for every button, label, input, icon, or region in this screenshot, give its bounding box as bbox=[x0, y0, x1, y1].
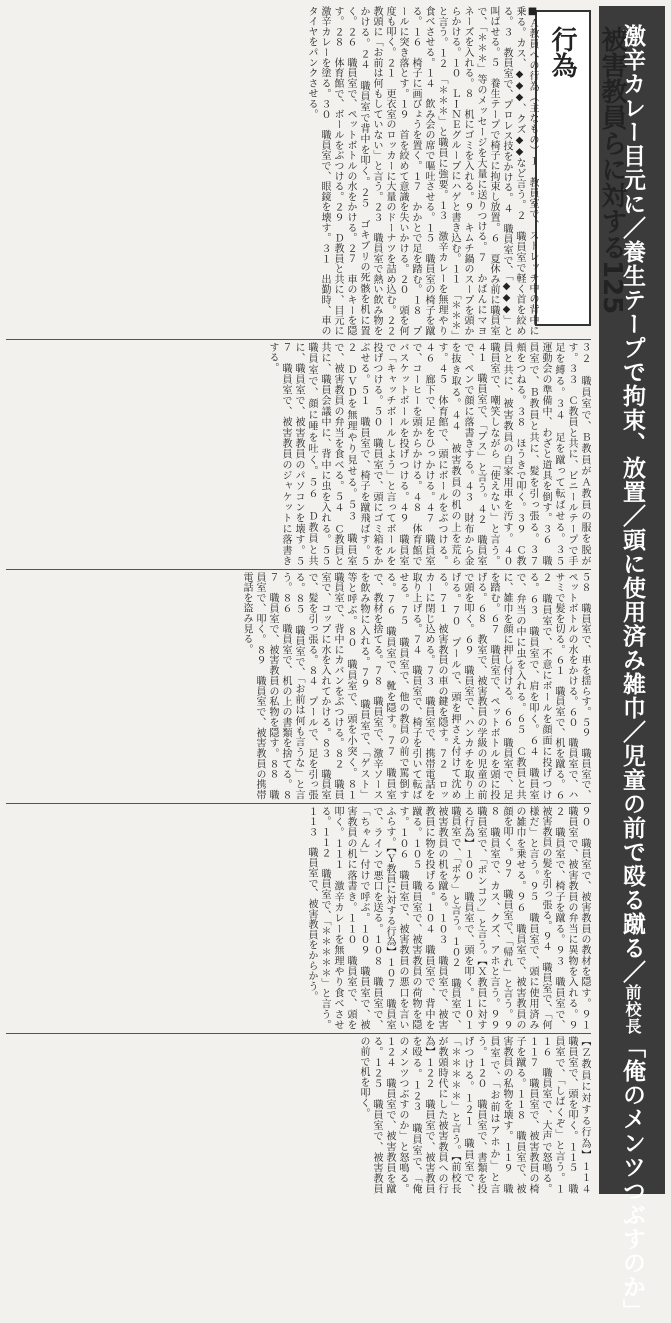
text-band-2 bbox=[6, 342, 591, 566]
divider bbox=[6, 569, 591, 570]
headline-main: 激辛カレー目元に／養生テープで拘束、放置／頭に使用済み雑巾／児童の前で殴る蹴る／ bbox=[619, 24, 645, 984]
divider bbox=[6, 803, 591, 804]
text-column-4: ９０ 職員室で、被害教員の教材を隠す。９１ 職員室で、被害教員の弁当に異物を入れる。９２ 職員室で、椅子を蹴る。９３ 職員室で、被害教員の髪を引っ張る。９４ 職員室で、「何様だ」と言う。９５ 職員室で、頭に使用済みの雑巾を乗せる。９６ 職員室で、被害教員の顔を叩く。９７ 職員室で、「帰れ」と言う。９８ 職員室で、カス、クズ、アホと言う。９９ 職員室で、「ポンコツ」と言う。【Ｘ教員に対する行為】１００ 職員室で、頭を叩く。１０１ 職員室で、「ボケ」と言う。１０２ 職員室で、被害教員の机を蹴る。１０３ 職員室で、被害教員に物を投げる。１０４ 職員室で、背中を蹴る。１０５ 職員室で、被害教員の荷物を隠す。１０６ 職員室で、被害教員の悪口を言いふらす。【Ｙ教員に対する行為】１０７ 職員室で、ラインで悪口を送る。１０８ 職員室で、「ちゃん」付けで呼ぶ。１０９ 職員室で、被害教員の机に落書き。１１０ 職員室で、頭を叩く。１１１ 激辛カレーを無理やり食べさせる。１１２ 職員室で、「＊＊＊＊＊」と言う。１１３ 職員室で、被害教員をからかう。 bbox=[306, 806, 590, 1030]
text-column-2: ３２ 職員室で、Ｂ教員がＡ教員の服を脱がす。３３ Ｃ教員と共に、ビニールテープで手足を縛る。３４ 足を蹴って転ばせる。３５ 運動会の準備中、わざと道具を倒す。３６ 職員室で、Ｂ教員と共に、髪を引っ張る。３７ 頬をつねる。３８ ほうきで叩く。３９ Ｃ教員と共に、被害教員の自家用車を汚す。４０ 職員室で、嘲笑しながら「使えない」と言う。４１ 職員室で、「ブス」と言う。４２ 職員室で、ペンで顔に落書きする。４３ 財布から金を抜き取る。４４ 被害教員の机の上を荒らす。４５ 体育館で、頭にボールをぶつける。４６ 廊下で、足をひっかける。４７ 職員室で、コーヒーを頭からかける。４８ 体育館でバスケットボールを投げつける。４９ 職員室で「キャッチボールしよう」と言ってボールを投げつける。５０ 職員室で、頭にゴミ箱をかぶせる。５１ 職員室で、椅子を蹴飛ばす。５２ ＤＶＤを無理やり見せる。５３ 職員室で、被害教員の弁当を食べる。５４ Ｃ教員と共に、職員会議中に、背中に虫を入れる。５５ 職員室で、顔に唾を吐く。５６ Ｄ教員と共に、職員室で、被害教員のパソコンを壊す。５７ 職員室で、被害教員のジャケットに落書きする。 bbox=[267, 342, 590, 566]
divider bbox=[6, 339, 591, 340]
text-band-4 bbox=[6, 806, 591, 1030]
text-column-3: ５８ 職員室で、車を揺らす。５９ 職員室で、ペットボトルの水をかける。６０ 職員室で、ハサミで髪を切る。６１ 職員室で、机を蹴る。６２ 職員室で、不意にボールを顔面に投げつける。６３ 職員室で、肩を叩く。６４ 職員室で、弁当の中に虫を入れる。６５ Ｃ教員と共に、雑巾を顔に押し付ける。６６ 職員室で、足を踏む。６７ 職員室で、ペットボトルを頭に投げる。６８ 教室で、被害教員の学級の児童の前で頭を叩く。６９ 職員室で、ハンカチを取り上げる。７０ プールで、頭を押さえ付けて沈める。７１ 被害教員の車の鍵を隠す。７２ ロッカーに閉じ込める。７３ 職員室で、携帯電話を取り上げる。７４ 職員室で、椅子を引いて転ばせる。７５ 職員室で、他の教員の前で罵倒する。７６ 職員室で、靴を隠す。７７ 職員室で、教材を捨てる。７８ 職員室で、激辛ソースを飲み物に入れる。７９ 職員室で、「ゲスト」等と呼ぶ。８０ 職員室で、頭を小突く。８１ 職員室で、背中にカバンをぶつける。８２ 職員室で、コップに水を入れてかける。８３ 職員室で、髪を引っ張る。８４ プールで、足を引っ張る。８５ 職員室で、「お前は何も言うな」と言う。８６ 職員室で、机の上の書類を捨てる。８７ 職員室で、被害教員の私物を隠す。８８ 職員室で、叩く。８９ 職員室で、被害教員の携帯電話を盗み見る。 bbox=[241, 572, 590, 800]
article-body bbox=[6, 6, 591, 1194]
text-band-1 bbox=[6, 6, 591, 336]
text-band-5 bbox=[6, 1036, 591, 1194]
headline-quote: 「俺のメンツつぶすのか」 bbox=[619, 1035, 645, 1323]
text-band-3 bbox=[6, 572, 591, 800]
subheadline: 被害教員らに対する125行為 bbox=[547, 26, 627, 315]
text-column-5: 【Ｚ教員に対する行為】１１４ 職員室で、頭を叩く。１１５ 職員室で、「しばくぞ」と言う。１１６ 職員室で、大声で怒鳴る。１１７ 職員室で、被害教員の椅子を蹴る。１１８ 職員室で、被害教員の私物を壊す。１１９ 職員室で、「お前はアホか」と言う。１２０ 職員室で、書類を投げつける。１２１ 職員室で、「＊＊＊＊＊」と言う。【前校長が教頭時代にした被害教員への行為】１２２ 職員室で、被害教員を殴る。１２３ 職員室で、「俺のメンツつぶすのか」と怒鳴る。１２４ 職員室で、被害教員を蹴る。１２５ 職員室で、被害教員の前で机を叩く。 bbox=[358, 1036, 590, 1194]
text-column-1: ■Ａ教員への行為（主なもの）１ 教員室で、ストレッチ中の背中に乗る。カス、◆◆◆、クズ◆◆など言う。２ 職員室で軽く首を絞める。３ 教員室で、プロレス技をかける。４ 職員室で、「◆◆◆」と叫ばせる。５ 養生テープで椅子に拘束し放置。６ 夏休み前に職員室で、「＊＊＊」等のメッセージを大量に送りつける。７ かばんにマヨネーズを入れる。８ 机にゴミを入れる。９ キムチ鍋のスープを頭からかける。１０ ＬＩＮＥグループにハゲと書き込む。１１ 「＊＊＊」と言う。１２ 「＊＊＊」と職員に強要。１３ 激辛カレーを無理やり食べさせる。１４ 飲み会の席で嘔吐させる。１５ 職員室の椅子を蹴る。１６ 椅子に画びょうを置く。１７ かかとで足を踏む。１８ プールに突き落とす。１９ 首を絞めて意識を失いかける。２０ 頭を何度も叩く。２１ 更衣室のロッカーに大量のドーナツを詰め込む。２２ 教頭に「お前は何もしていない」と言う。２３ 職員室で熱い飲み物をかける。２４ 職員室で背中を叩く。２５ ゴキブリの死骸を机に置く。２６ 職員室で、ペットボトルの水をかける。２７ 車のキーを隠す。２８ 体育館で、ボールをぶつける。２９ Ｄ教員と共に、目元に激辛カレーを塗る。３０ 職員室で、眼鏡を壊す。３１ 出勤時、車のタイヤをパンクさせる。 bbox=[306, 6, 538, 336]
divider bbox=[6, 1033, 591, 1034]
headline-small: 前校長 bbox=[623, 984, 642, 1035]
